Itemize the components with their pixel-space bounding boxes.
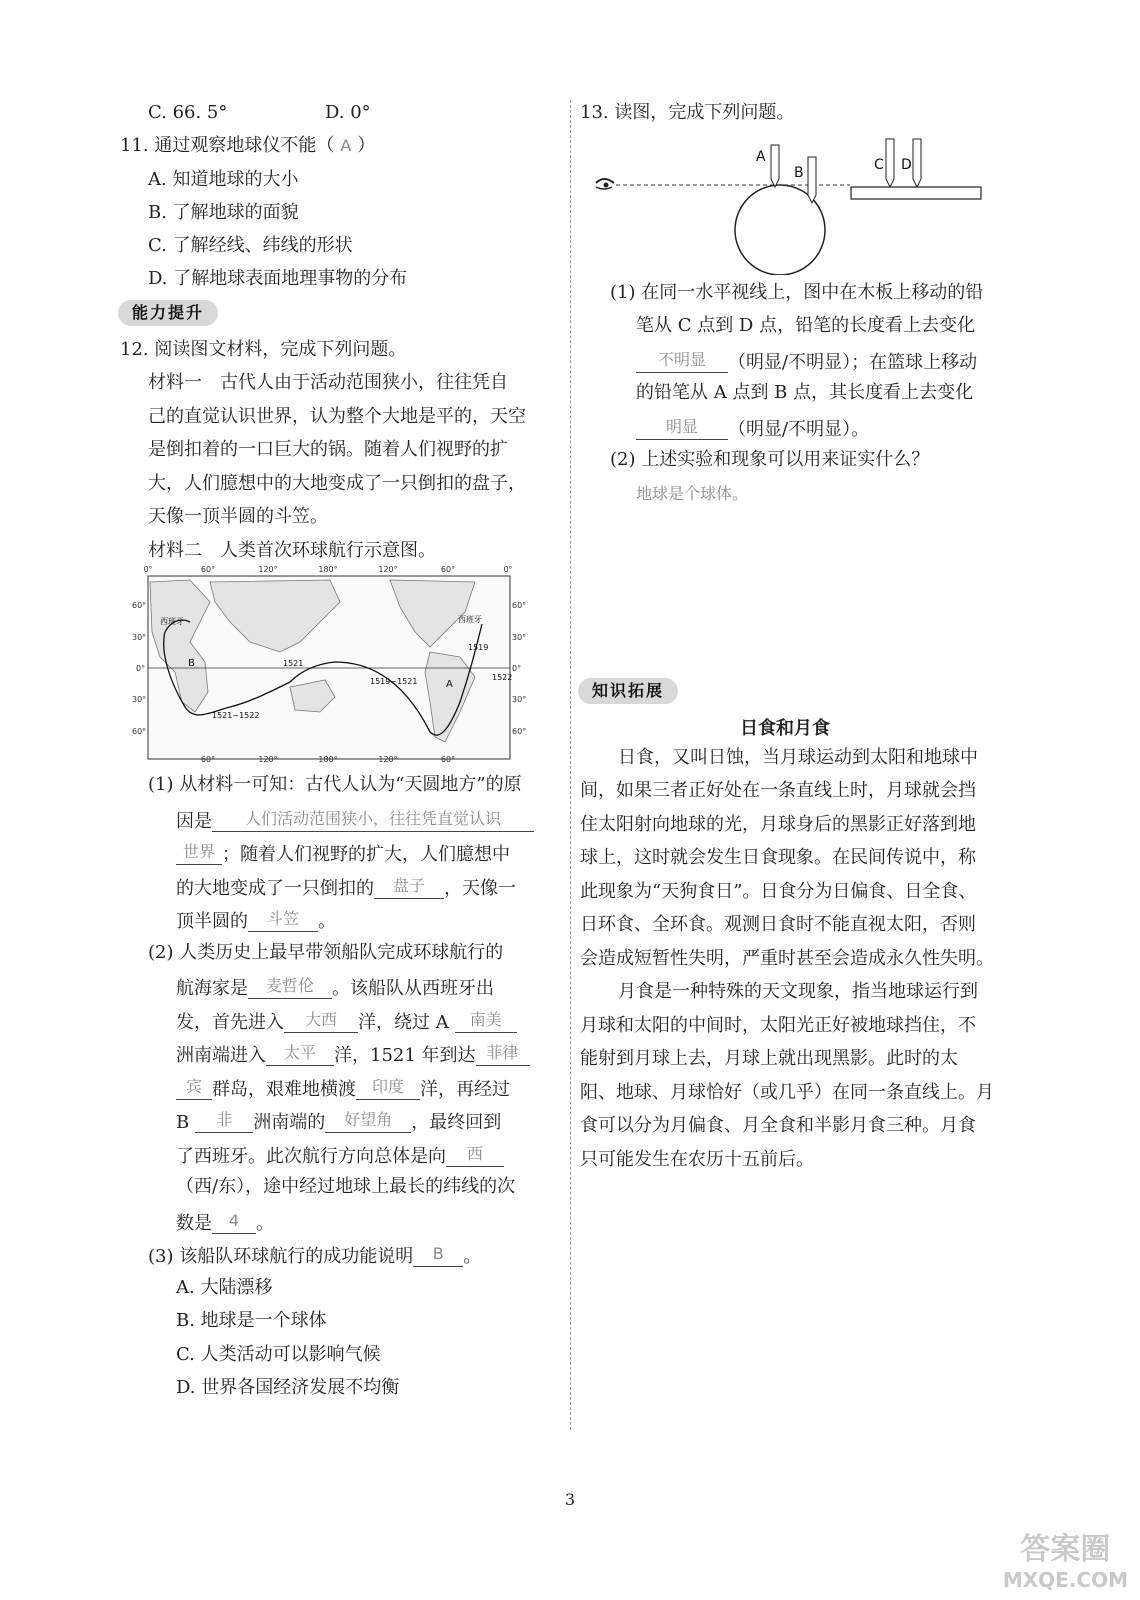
q11-option-d: D. 了解地球表面地理事物的分布: [148, 268, 408, 289]
q12-p2-answer-islands: 菲律: [476, 1043, 530, 1066]
q12-p3-option-d: D. 世界各国经济发展不均衡: [176, 1377, 400, 1398]
q12-p1-line1: (1) 从材料一可知：古代人认为“天圆地方”的原: [148, 774, 522, 795]
map-label-1522-side: 1522: [492, 673, 513, 682]
q13-p1-line4: 的铅笔从 A 点到 B 点，其长度看上去变化: [636, 382, 974, 403]
article-line: 阳、地球、月球恰好（或几乎）在同一条直线上。月: [580, 1082, 994, 1103]
voyage-map: [130, 562, 530, 762]
q12-material1-line3: 是倒扣着的一口巨大的锅。随着人们视野的扩: [148, 439, 508, 460]
q12-p2-answer-ocean2: 太平: [266, 1043, 334, 1066]
article-line: 球上，这时就会发生日食现象。在民间传说中，称: [580, 847, 976, 868]
q11-stem: 11. 通过观察地球仪不能（ A ）: [120, 135, 376, 156]
map-bottom-tick: 60°: [440, 755, 456, 762]
map-label-1519-1521: 1519~1521: [370, 677, 418, 686]
article-line: 日食，又叫日蚀，当月球运动到太阳和地球中: [618, 747, 978, 768]
article-line: 食可以分为月偏食、月全食和半影月食三种。月食: [580, 1115, 976, 1136]
map-label-b: B: [188, 658, 195, 669]
article-line: 月球和太阳的中间时，太阳光正好被地球挡住，不: [580, 1015, 976, 1036]
q13-p1-line2: 笔从 C 点到 D 点，铅笔的长度看上去变化: [636, 315, 976, 336]
q12-material1-line1: 材料一 古代人由于活动范围狭小，往往凭自: [148, 372, 508, 393]
q13-p1-answer2: 明显: [636, 417, 728, 440]
map-top-tick: 120°: [378, 565, 398, 574]
article-line: 能射到月球上去，月球上就出现黑影。此时的太: [580, 1048, 958, 1069]
q12-p2-line8: （西/东），途中经过地球上最长的纬线的次: [176, 1176, 516, 1197]
wooden-board: [851, 187, 981, 199]
map-label-1519-side: 1519: [468, 643, 489, 652]
q13-p2-line1: (2) 上述实验和现象可以用来证实什么？: [610, 449, 930, 470]
q12-p2-answer-ocean3: 印度: [356, 1077, 420, 1100]
q12-material2: 材料二 人类首次环球航行示意图。: [148, 540, 436, 561]
q13-p1-line1: (1) 在同一水平视线上，图中在木板上移动的铅: [610, 282, 984, 303]
q13-p1-line3: 不明显 （明显/不明显）；在篮球上移动: [636, 350, 977, 373]
pencil-a: [771, 145, 779, 187]
q12-p1-answer-reason: 人们活动范围狭小，往往凭直觉认识: [212, 809, 534, 832]
q12-p3-option-b: B. 地球是一个球体: [176, 1310, 327, 1331]
q13-p1-line5: 明显 （明显/不明显）。: [636, 417, 869, 440]
q12-p2-answer-islands-cont: 宾: [176, 1077, 212, 1100]
map-label-1521: 1521: [283, 659, 304, 668]
q12-p2-line6: B 非 洲南端的 好望角 ，最终回到: [176, 1110, 502, 1133]
map-left-lat: 60°: [132, 727, 147, 736]
eye-icon: [596, 179, 614, 189]
map-left-lat: 60°: [132, 601, 147, 610]
map-right-lat: 60°: [512, 601, 527, 610]
map-left-lat: 30°: [132, 633, 147, 642]
map-bottom-tick: 60°: [200, 755, 216, 762]
map-top-tick: 0°: [503, 565, 513, 574]
q12-p2-line2: 航海家是 麦哲伦 。该船队从西班牙出: [176, 976, 494, 999]
map-label-spain-right: 西班牙: [458, 615, 482, 624]
pencil-label-a: A: [756, 149, 766, 165]
map-bottom-tick: 120°: [378, 755, 398, 762]
q13-stem: 13. 读图，完成下列问题。: [580, 102, 795, 123]
map-right-lat: 30°: [512, 633, 527, 642]
q13-figure: [590, 125, 1010, 275]
article-line: 此现象为“天狗食日”。日食分为日偏食、日全食、: [580, 881, 977, 902]
q12-p2-line9: 数是 4 。: [176, 1211, 274, 1234]
map-label-spain-left: 西班牙: [160, 617, 184, 626]
q12-material1-line4: 大，人们臆想中的大地变成了一只倒扣的盘子，: [148, 473, 526, 494]
q12-p2-line7: 了西班牙。此次航行方向总体是向 西: [176, 1144, 504, 1167]
map-label-1521-1522: 1521~1522: [212, 711, 260, 720]
q12-stem: 12. 阅读图文材料，完成下列问题。: [120, 339, 407, 360]
page-number: 3: [564, 1490, 576, 1509]
q12-p2-line1: (2) 人类历史上最早带领船队完成环球航行的: [148, 942, 504, 963]
q12-p1-line4: 的大地变成了一只倒扣的 盘子 ，天像一: [176, 876, 516, 899]
map-right-lat: 60°: [512, 727, 527, 736]
q12-p2-answer-continent2: 非: [195, 1110, 253, 1133]
q10-option-c: C. 66. 5°: [148, 102, 228, 123]
article-line: 月食是一种特殊的天文现象，指当地球运行到: [618, 981, 978, 1002]
q13-p1-answer1: 不明显: [636, 350, 728, 373]
column-divider: [570, 100, 571, 1430]
map-top-tick: 120°: [258, 565, 278, 574]
article-line: 会造成短暂性失明，严重时甚至会造成永久性失明。: [580, 948, 994, 969]
article-line: 只可能发生在农历十五前后。: [580, 1149, 814, 1170]
q11-option-a: A. 知道地球的大小: [148, 169, 299, 190]
q10-option-d: D. 0°: [325, 102, 371, 123]
map-bottom-tick: 180°: [318, 755, 338, 762]
q12-p3-stem: (3) 该船队环球航行的成功能说明 B 。: [148, 1244, 482, 1267]
q12-p2-line5: 宾 群岛，艰难地横渡 印度 洋，再经过: [176, 1077, 510, 1100]
watermark-line1: 答案圈: [1020, 1532, 1111, 1567]
article-line: 住太阳射向地球的光，月球身后的黑影正好落到地: [580, 814, 976, 835]
watermark: [1003, 1524, 1128, 1592]
q13-p2-answer: 地球是个球体。: [636, 484, 749, 503]
map-top-tick: 60°: [200, 565, 216, 574]
q12-p3-option-c: C. 人类活动可以影响气候: [176, 1344, 381, 1365]
q12-p1-line3: 世界 ；随着人们视野的扩大，人们臆想中: [176, 842, 510, 865]
map-top-tick: 60°: [440, 565, 456, 574]
map-right-lat: 0°: [512, 664, 522, 673]
pencil-d: [913, 139, 921, 187]
q12-p2-line3: 发，首先进入 大西 洋，绕过 A 南美: [176, 1010, 517, 1033]
article-line: 间，如果三者正好处在一条直线上时，月球就会挡: [580, 780, 976, 801]
pencil-label-d: D: [901, 157, 912, 173]
map-right-lat: 30°: [512, 695, 527, 704]
q12-p2-answer-cape: 好望角: [325, 1110, 411, 1133]
map-label-a: A: [446, 679, 453, 690]
map-top-tick: 0°: [143, 565, 153, 574]
section-banner-knowledge: 知识拓展: [578, 678, 678, 704]
watermark-line2: MXQE.COM: [1002, 1568, 1128, 1592]
section-banner-ability: 能力提升: [118, 300, 218, 326]
pencil-c: [886, 139, 894, 187]
pencil-b: [808, 157, 816, 203]
q12-p2-answer-times: 4: [212, 1211, 256, 1234]
q12-p3-option-a: A. 大陆漂移: [176, 1277, 273, 1298]
pencil-label-c: C: [874, 157, 884, 173]
q12-material1-line5: 天像一顶半圆的斗笠。: [148, 506, 328, 527]
q11-option-b: B. 了解地球的面貌: [148, 202, 299, 223]
map-top-tick: 180°: [318, 565, 338, 574]
q12-p1-answer-hat: 斗笠: [248, 909, 318, 932]
q12-p1-answer-plate: 盘子: [374, 876, 444, 899]
map-left-lat: 0°: [136, 664, 146, 673]
q11-option-c: C. 了解经线、纬线的形状: [148, 235, 353, 256]
article-title: 日食和月食: [740, 718, 830, 739]
q12-p1-line2: 因是 人们活动范围狭小，往往凭直觉认识: [176, 809, 534, 832]
pencil-label-b: B: [794, 165, 804, 181]
q12-p1-line5: 顶半圆的 斗笠 。: [176, 909, 336, 932]
q12-p2-answer-direction: 西: [446, 1144, 504, 1167]
q12-p3-answer: B: [413, 1244, 463, 1267]
map-bottom-tick: 120°: [258, 755, 278, 762]
q11-answer: A: [340, 136, 352, 155]
q12-p2-answer-continent1: 南美: [455, 1010, 517, 1033]
map-left-lat: 30°: [132, 695, 147, 704]
article-line: 日环食、全环食。观测日食时不能直视太阳，否则: [580, 914, 976, 935]
q12-material1-line2: 己的直觉认识世界，认为整个大地是平的，天空: [148, 406, 526, 427]
q12-p1-answer-reason-cont: 世界: [176, 842, 222, 865]
q12-p2-answer-navigator: 麦哲伦: [248, 976, 332, 999]
q12-p2-answer-ocean1: 大西: [284, 1010, 358, 1033]
q12-p2-line4: 洲南端进入 太平 洋，1521 年到达 菲律: [176, 1043, 530, 1066]
